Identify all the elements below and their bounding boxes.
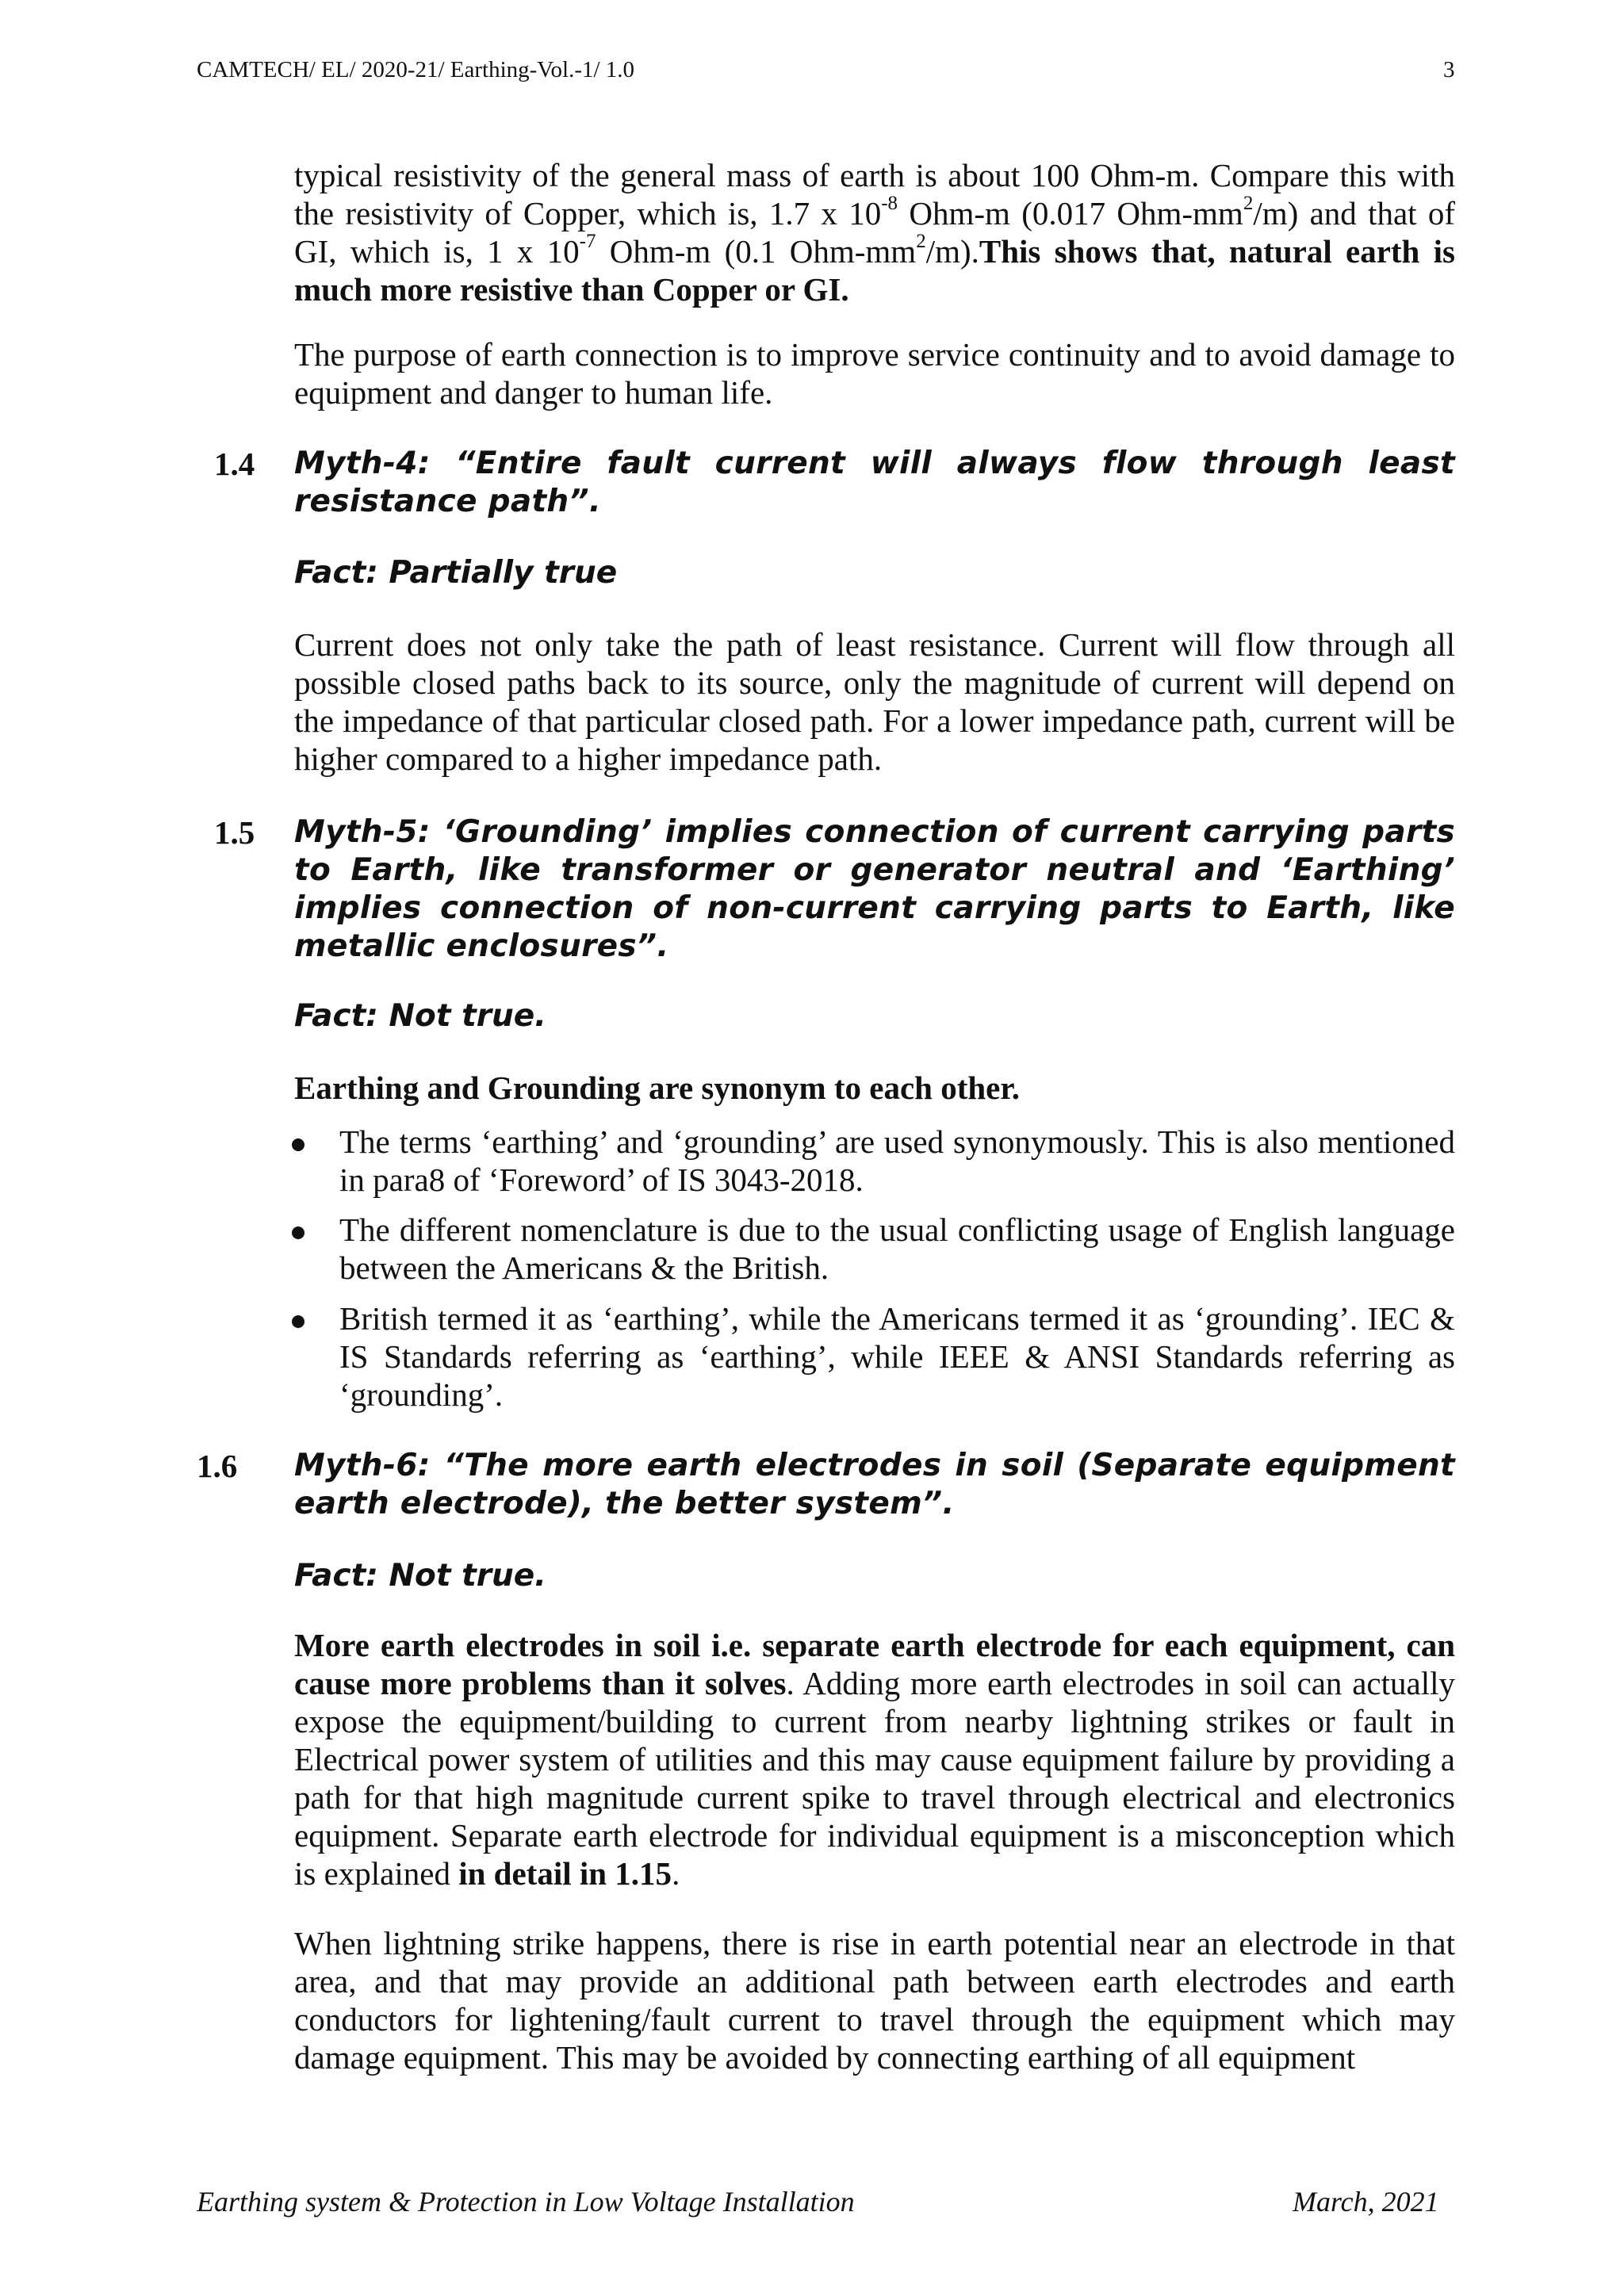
myth-5-heading: Myth-5: ‘Grounding’ implies connection of current carrying parts to Earth, like transformer or generator neutral and ‘Earthing’ implies connection of non-current carrying parts to Earth, like metallic enclosures”.	[294, 814, 1455, 964]
fact-4-heading: Fact: Partially true	[294, 555, 618, 591]
intro-text-b: Ohm-m (0.017 Ohm-mm	[898, 195, 1243, 232]
intro-bold-statement: This shows that, natural earth is much more resistive than Copper or GI.	[294, 233, 1455, 308]
section-1-6-bold-ref: in detail in 1.15	[458, 1855, 672, 1892]
section-1-4-body: Current does not only take the path of least resistance. Current will flow through all possible closed paths back to its source, only the magnitude of current will depend on the impedance of that particular closed path. For a lower impedance path, current will be higher compared to a higher impedance path.	[294, 626, 1455, 777]
intro-paragraph-2: The purpose of earth connection is to improve service continuity and to avoid damage to equipment and danger to human life.	[294, 336, 1455, 411]
section-1-6-text-end: .	[672, 1855, 680, 1892]
section-number-1-5: 1.5	[214, 814, 255, 851]
myth-6-heading: Myth-6: “The more earth electrodes in soil (Separate equipment earth electrode), the better system”.	[294, 1448, 1455, 1521]
footer-title: Earthing system & Protection in Low Voltage Installation	[197, 2186, 855, 2218]
intro-paragraph-1	[294, 156, 1455, 308]
section-1-5-bold-statement: Earthing and Grounding are synonym to each other.	[294, 1070, 1021, 1106]
intro-sup-4: 2	[916, 231, 926, 253]
intro-text-d: Ohm-m (0.1 Ohm-mm	[596, 233, 917, 270]
bullet-icon	[292, 1138, 304, 1151]
intro-text-a: typical resistivity of the general mass of earth is about 100 Ohm-m. Compare this with the resistivity of Copper, which is, 1.7 x 10	[294, 157, 1455, 232]
intro-text-e: /m).	[925, 233, 979, 270]
section-number-1-4: 1.4	[214, 446, 255, 482]
section-1-6-paragraph-2: When lightning strike happens, there is rise in earth potential near an electrode in that area, and that may provide an additional path between earth electrodes and earth conductors for lightening/fault current to travel through the equipment which may damage equipment. This may be avoided by connecting earthing of all equipment	[294, 1925, 1455, 2076]
fact-5-heading: Fact: Not true.	[294, 998, 546, 1034]
fact-6-heading: Fact: Not true.	[294, 1558, 546, 1594]
bullet-item-1: The terms ‘earthing’ and ‘grounding’ are used synonymously. This is also mentioned in para8 of ‘Foreword’ of IS 3043-2018.	[339, 1123, 1455, 1198]
header-page-number: 3	[1443, 57, 1455, 82]
section-1-6-bold-lead: More earth electrodes in soil i.e. separate earth electrode for each equipment, can cause more problems than it solves	[294, 1627, 1455, 1701]
section-1-6-text: . Adding more earth electrodes in soil can actually expose the equipment/building to current from nearby lightning strikes or fault in Electrical power system of utilities and this may cause equipment failure by providing a path for that high magnitude current spike to travel through electrical and electronics equipment. Separate earth electrode for individual equipment is a misconception which is explained	[294, 1665, 1455, 1892]
bullet-item-3: British termed it as ‘earthing’, while the Americans termed it as ‘grounding’. IEC & IS Standards referring as ‘earthing’, while IEEE & ANSI Standards referring as ‘grounding’.	[339, 1300, 1455, 1413]
footer-date: March, 2021	[1293, 2186, 1439, 2218]
intro-sup-1: -8	[881, 193, 898, 215]
header-doc-ref: CAMTECH/ EL/ 2020-21/ Earthing-Vol.-1/ 1.0	[197, 57, 635, 82]
bullet-icon	[292, 1315, 304, 1328]
bullet-item-2: The different nomenclature is due to the usual conflicting usage of English language between the Americans & the British.	[339, 1211, 1455, 1286]
section-number-1-6: 1.6	[197, 1448, 238, 1484]
intro-text-c: /m) and that of GI, which is, 1 x 10	[294, 195, 1455, 270]
bullet-icon	[292, 1226, 304, 1239]
myth-4-heading: Myth-4: “Entire fault current will always flow through least resistance path”.	[294, 446, 1455, 519]
intro-sup-2: 2	[1243, 193, 1254, 215]
intro-sup-3: -7	[579, 231, 596, 253]
section-1-6-paragraph-1	[294, 1626, 1455, 1892]
